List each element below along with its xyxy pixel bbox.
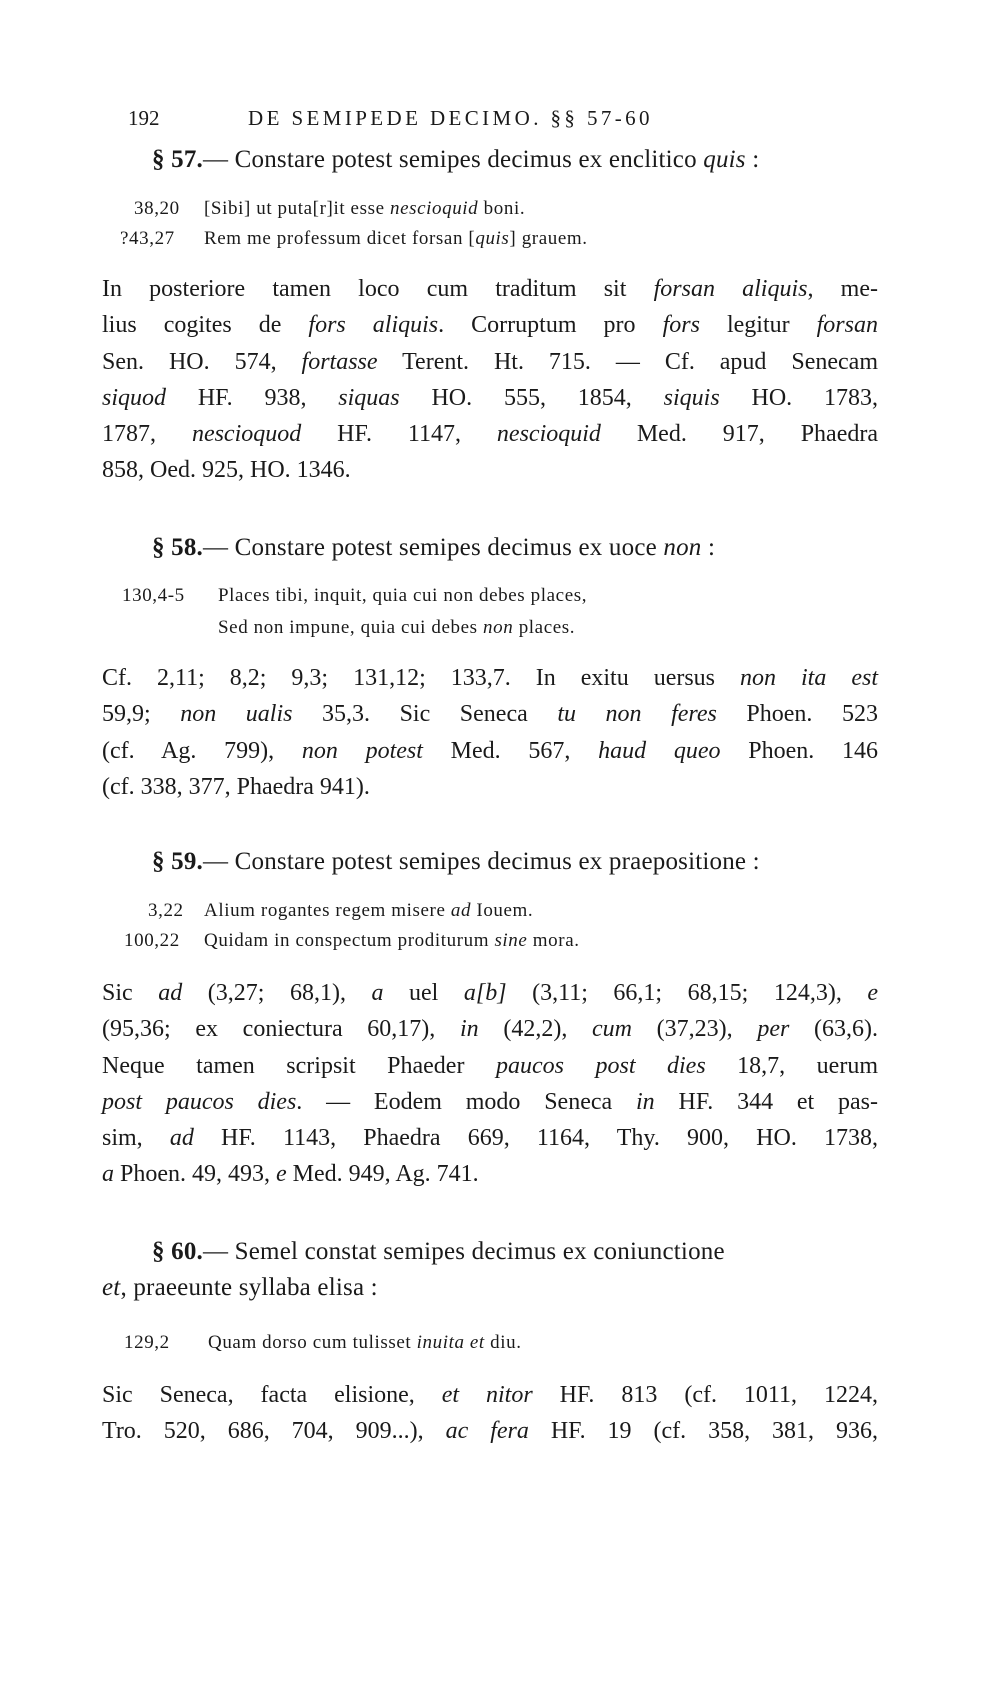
section-57-heading bbox=[152, 146, 759, 174]
section-60-heading-cont bbox=[102, 1274, 378, 1302]
text-run: Phoen. 523 bbox=[716, 701, 878, 728]
text-run: 1787, bbox=[102, 421, 192, 448]
text-run: . Corruptum pro bbox=[438, 312, 663, 339]
italic-text: ad bbox=[158, 980, 183, 1006]
text-run: Phoen. 146 bbox=[720, 737, 879, 764]
italic-text: quis bbox=[475, 228, 510, 249]
section-60-heading bbox=[152, 1238, 725, 1266]
italic-text: e bbox=[276, 1161, 287, 1188]
text-run: uel bbox=[383, 980, 464, 1006]
text-run: . — Eodem modo Seneca bbox=[296, 1088, 636, 1115]
example-reference: 130,4-5 bbox=[122, 585, 185, 606]
italic-text: non ualis bbox=[180, 701, 293, 728]
text-run: (63,6). bbox=[789, 1016, 879, 1043]
text-run: Alium rogantes regem misere bbox=[204, 900, 451, 921]
italic-text: a bbox=[371, 980, 384, 1006]
text-line bbox=[102, 1120, 878, 1156]
text-run: HF. 813 (cf. 1011, 1224, bbox=[532, 1382, 879, 1408]
example-line bbox=[148, 900, 533, 922]
italic-text: forsan bbox=[816, 312, 878, 339]
italic-text: siquod bbox=[102, 384, 167, 411]
italic-text: sine bbox=[494, 930, 528, 951]
text-line bbox=[102, 271, 878, 307]
italic-text: paucos post dies bbox=[495, 1052, 706, 1079]
text-line bbox=[102, 1377, 878, 1413]
text-run: diu. bbox=[484, 1332, 522, 1353]
text-run: : bbox=[745, 146, 760, 173]
text-run: ] grauem. bbox=[509, 228, 588, 249]
text-line bbox=[102, 733, 878, 769]
example-reference: 100,22 bbox=[124, 930, 180, 951]
section-59-body bbox=[102, 975, 878, 1193]
text-run: HF. 1147, bbox=[301, 421, 497, 448]
text-run: (3,11; 66,1; 68,15; 124,3), bbox=[506, 980, 868, 1006]
section-number: § 58. bbox=[152, 534, 203, 561]
text-run: HF. 344 et pas- bbox=[654, 1088, 879, 1115]
text-run: Tro. 520, 686, 704, 909...), bbox=[102, 1418, 446, 1445]
text-line bbox=[102, 1011, 878, 1047]
italic-text: ad bbox=[169, 1125, 194, 1152]
section-58-heading bbox=[152, 534, 715, 562]
text-line bbox=[102, 660, 878, 696]
text-run: (37,23), bbox=[632, 1016, 758, 1043]
text-line bbox=[102, 416, 878, 452]
italic-text: ac fera bbox=[445, 1418, 529, 1445]
running-header bbox=[128, 106, 878, 136]
italic-text: a[b] bbox=[463, 980, 507, 1006]
italic-text: non bbox=[483, 617, 514, 638]
text-run: — Constare potest semipes decimus ex uoce bbox=[203, 534, 664, 561]
text-line bbox=[102, 696, 878, 732]
text-run: , me- bbox=[807, 276, 878, 302]
italic-text: et bbox=[102, 1274, 121, 1301]
text-run: Quam dorso cum tulisset bbox=[208, 1332, 417, 1353]
text-run: (cf. Ag. 799), bbox=[102, 737, 302, 764]
example-reference: 38,20 bbox=[134, 198, 180, 219]
text-run: HO. 555, 1854, bbox=[399, 384, 664, 411]
italic-text: nescioquod bbox=[191, 421, 302, 448]
italic-text: in bbox=[636, 1088, 655, 1115]
example-line bbox=[124, 930, 580, 952]
example-line bbox=[120, 228, 588, 250]
text-run: (3,27; 68,1), bbox=[182, 980, 372, 1006]
text-run: In posteriore tamen loco cum traditum sit bbox=[102, 276, 654, 302]
text-run: 35,3. Sic Seneca bbox=[292, 701, 558, 728]
italic-text: tu non feres bbox=[557, 701, 717, 728]
text-run: Sic bbox=[102, 980, 159, 1006]
text-run: , praeeunte syllaba elisa : bbox=[120, 1274, 378, 1301]
text-run: Med. 917, Phaedra bbox=[600, 421, 878, 448]
text-run: Cf. 2,11; 8,2; 9,3; 131,12; 133,7. In exitu uersus bbox=[102, 665, 741, 691]
text-run: places. bbox=[513, 617, 576, 638]
text-line: (cf. 338, 377, Phaedra 941). bbox=[102, 773, 370, 800]
section-60-body bbox=[102, 1377, 878, 1450]
section-number: § 57. bbox=[152, 146, 203, 173]
text-line: 858, Oed. 925, HO. 1346. bbox=[102, 457, 351, 484]
example-line bbox=[218, 617, 575, 639]
text-line bbox=[102, 975, 878, 1011]
italic-text: a bbox=[102, 1161, 114, 1188]
italic-text: fors aliquis bbox=[308, 312, 439, 339]
text-run: — Semel constat semipes decimus ex coniunctione bbox=[203, 1238, 725, 1265]
text-run: HF. 938, bbox=[166, 384, 339, 411]
italic-text: nescioquid bbox=[496, 421, 601, 448]
text-run: Iouem. bbox=[471, 900, 534, 921]
text-run: 59,9; bbox=[102, 701, 181, 728]
text-run: boni. bbox=[478, 198, 526, 219]
text-run: sim, bbox=[102, 1125, 170, 1152]
text-line bbox=[102, 1084, 878, 1120]
italic-text: fortasse bbox=[301, 348, 378, 375]
italic-text: siquis bbox=[663, 384, 720, 411]
text-run: Phoen. 49, 493, bbox=[114, 1161, 276, 1188]
italic-text: per bbox=[757, 1016, 790, 1043]
text-run: HF. 19 (cf. 358, 381, 936, bbox=[528, 1418, 879, 1445]
example-line bbox=[124, 1332, 522, 1354]
text-run: : bbox=[701, 534, 716, 561]
running-title: DE SEMIPEDE DECIMO. §§ 57-60 bbox=[248, 106, 653, 130]
text-run: Neque tamen scripsit Phaeder bbox=[102, 1052, 496, 1079]
example-reference: ?43,27 bbox=[120, 228, 175, 249]
text-run: 18,7, uerum bbox=[705, 1052, 878, 1079]
italic-text: in bbox=[459, 1016, 479, 1043]
text-run: Med. 567, bbox=[422, 737, 599, 764]
text-run: lius cogites de bbox=[102, 312, 309, 339]
italic-text: et nitor bbox=[441, 1382, 533, 1408]
text-line bbox=[102, 344, 878, 380]
text-run: Sic Seneca, facta elisione, bbox=[102, 1382, 442, 1408]
example-line bbox=[122, 585, 587, 607]
text-run: HO. 1783, bbox=[719, 384, 878, 411]
text-run: legitur bbox=[699, 312, 817, 339]
page-number: 192 bbox=[128, 106, 160, 130]
text-line bbox=[102, 380, 878, 416]
italic-text: forsan aliquis bbox=[653, 276, 808, 302]
text-run: Med. 949, Ag. 741. bbox=[286, 1161, 479, 1188]
text-run: mora. bbox=[527, 930, 580, 951]
text-run: Rem me professum dicet forsan [ bbox=[204, 228, 476, 249]
italic-text: haud queo bbox=[598, 737, 721, 764]
italic-text: non bbox=[663, 534, 702, 561]
italic-text: e bbox=[867, 980, 879, 1006]
italic-text: non potest bbox=[301, 737, 423, 764]
text-run: Terent. Ht. 715. — Cf. apud Senecam bbox=[377, 348, 879, 375]
section-58-body bbox=[102, 660, 878, 805]
text-run: — Constare potest semipes decimus ex praepositione : bbox=[203, 848, 760, 875]
text-line bbox=[102, 1156, 878, 1192]
section-number: § 59. bbox=[152, 848, 203, 875]
section-59-heading bbox=[152, 848, 760, 876]
italic-text: inuita et bbox=[416, 1332, 485, 1353]
text-run: Quidam in conspectum proditurum bbox=[204, 930, 495, 951]
section-57-body bbox=[102, 271, 878, 489]
text-line bbox=[102, 307, 878, 343]
text-line bbox=[102, 1048, 878, 1084]
text-line bbox=[102, 1413, 878, 1449]
text-run: HF. 1143, Phaedra 669, 1164, Thy. 900, HO. 1738, bbox=[193, 1125, 878, 1152]
text-run: Sed non impune, quia cui debes bbox=[218, 617, 484, 638]
section-number: § 60. bbox=[152, 1238, 203, 1265]
example-line bbox=[134, 198, 525, 220]
text-run: (95,36; ex coniectura 60,17), bbox=[102, 1016, 460, 1043]
text-run: (42,2), bbox=[478, 1016, 593, 1043]
italic-text: nescioquid bbox=[389, 198, 479, 219]
text-run: Sen. HO. 574, bbox=[102, 348, 302, 375]
italic-text: quis bbox=[703, 146, 746, 173]
text-run: [Sibi] ut puta[r]it esse bbox=[204, 198, 390, 219]
example-reference: 3,22 bbox=[148, 900, 184, 921]
italic-text: siquas bbox=[338, 384, 400, 411]
italic-text: cum bbox=[592, 1016, 632, 1043]
text-run: Places tibi, inquit, quia cui non debes places, bbox=[218, 585, 588, 606]
example-reference: 129,2 bbox=[124, 1332, 170, 1353]
italic-text: ad bbox=[450, 900, 472, 921]
text-run: — Constare potest semipes decimus ex enclitico bbox=[203, 146, 704, 173]
italic-text: post paucos dies bbox=[102, 1088, 297, 1115]
italic-text: fors bbox=[662, 312, 700, 339]
italic-text: non ita est bbox=[740, 665, 878, 691]
